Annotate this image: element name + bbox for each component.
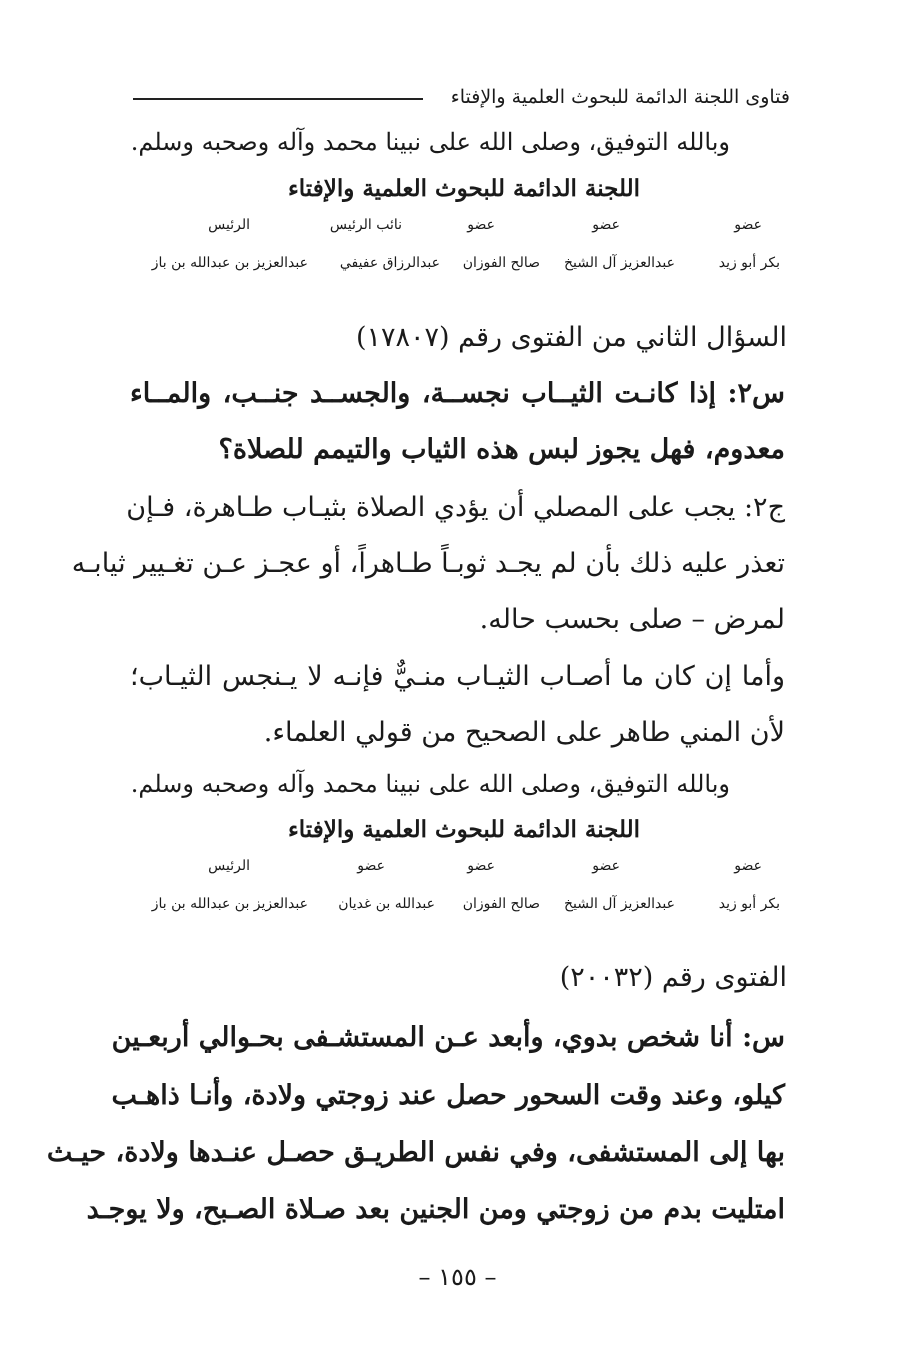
answer-line: تعذر عليه ذلك بأن لم يجـد ثوبـاً طـاهراً، أو عجـز عـن تغـيير ثيابـه [71, 548, 785, 579]
signatory-name: عبدالعزيز آل الشيخ [563, 255, 675, 271]
question-line: س٢: إذا كانـت الثيــاب نجســة، والجســد جنــب، والمــاء [130, 378, 785, 409]
role: عضو [734, 858, 762, 874]
page-number: – ١٥٥ – [418, 1263, 497, 1291]
question-line: امتليت بدم من زوجتي ومن الجنين بعد صـلاة الصـبح، ولا يوجـد [86, 1194, 785, 1225]
question-line: س: أنا شخص بدوي، وأبعد عـن المستشـفى بحـوالي أربعـين [111, 1022, 785, 1053]
signatory-name: بكر أبو زيد [718, 255, 780, 271]
role: عضو [592, 858, 620, 874]
fatwa-heading: الفتوى رقم (٢٠٠٣٢) [559, 962, 787, 993]
signatory-roles-2 [140, 858, 780, 878]
closing-formula-1: وبالله التوفيق، وصلى الله على نبينا محمد وآله وصحبه وسلم. [130, 128, 730, 156]
answer-line: لأن المني طاهر على الصحيح من قولي العلماء. [263, 717, 785, 748]
question-line: معدوم، فهل يجوز لبس هذه الثياب والتيمم للصلاة؟ [218, 434, 785, 465]
closing-formula-2: وبالله التوفيق، وصلى الله على نبينا محمد وآله وصحبه وسلم. [130, 770, 730, 798]
answer-line: لمرض – صلى بحسب حاله. [479, 604, 785, 635]
question-heading: السؤال الثاني من الفتوى رقم (١٧٨٠٧) [355, 322, 787, 353]
signatory-name: عبدالعزيز بن عبدالله بن باز [151, 255, 308, 271]
role: الرئيس [208, 217, 250, 233]
role: نائب الرئيس [329, 217, 402, 233]
answer-line: ج٢: يجب على المصلي أن يؤدي الصلاة بثيـاب طـاهرة، فـإن [126, 492, 785, 523]
signatory-name: صالح الفوزان [462, 255, 540, 271]
signatory-name: صالح الفوزان [462, 896, 540, 912]
role: عضو [592, 217, 620, 233]
role: عضو [467, 858, 495, 874]
role: عضو [357, 858, 385, 874]
role: الرئيس [208, 858, 250, 874]
answer-line: وأما إن كان ما أصـاب الثيـاب منـيٌّ فإنـه لا يـنجس الثيـاب؛ [130, 661, 785, 692]
signatory-name: عبدالعزيز بن عبدالله بن باز [151, 896, 308, 912]
signatory-roles-1 [140, 217, 780, 237]
signatory-names-1 [140, 255, 780, 275]
signatory-name: عبدالرزاق عفيفي [339, 255, 440, 271]
signatory-name: عبدالعزيز آل الشيخ [563, 896, 675, 912]
question-line: كيلو، وعند وقت السحور حصل عند زوجتي ولادة، وأنـا ذاهـب [111, 1080, 785, 1111]
running-header: فتاوى اللجنة الدائمة للبحوث العلمية والإفتاء [450, 86, 790, 108]
committee-title-1: اللجنة الدائمة للبحوث العلمية والإفتاء [287, 175, 640, 202]
signatory-name: عبدالله بن غديان [338, 896, 435, 912]
signatory-names-2 [140, 896, 780, 916]
committee-title-2: اللجنة الدائمة للبحوث العلمية والإفتاء [287, 816, 640, 843]
role: عضو [467, 217, 495, 233]
role: عضو [734, 217, 762, 233]
question-line: بها إلى المستشفى، وفي نفس الطريـق حصـل عنـدها ولادة، حيـث [46, 1137, 785, 1168]
header-rule [133, 98, 423, 100]
signatory-name: بكر أبو زيد [718, 896, 780, 912]
